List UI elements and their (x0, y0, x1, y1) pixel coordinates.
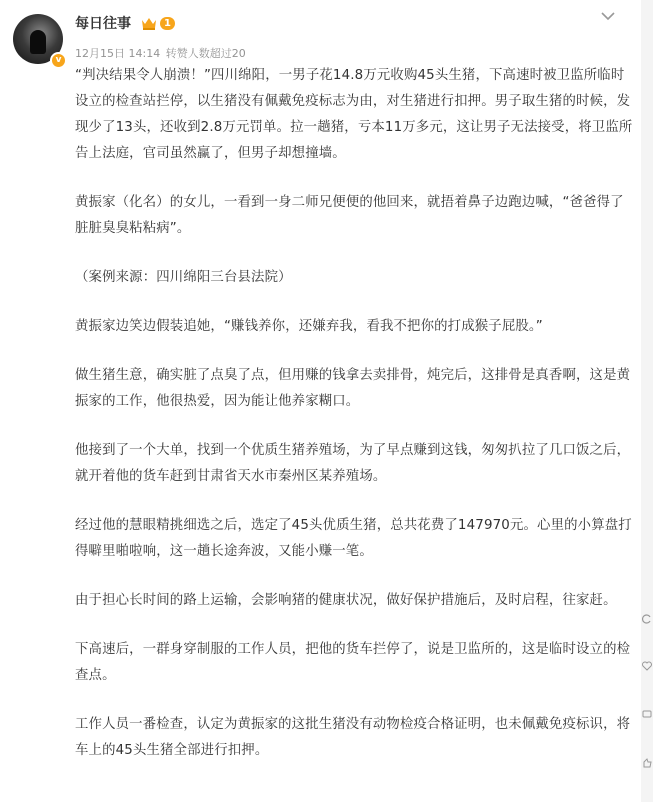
paragraph: 经过他的慧眼精挑细选之后，选定了45头优质生猪，总共花费了147970元。心里的小算盘打得噼里啪啦响，这一趟长途奔波，又能小赚一笔。 (75, 518, 632, 559)
crown-icon (141, 16, 157, 30)
paragraph: “判决结果令人崩溃！”四川绵阳，一男子花14.8万元收购45头生猪，下高速时被卫监所临时设立的检查站拦停，以生猪没有佩戴免疫标志为由，对生猪进行扣押。男子取生猪的时候，发现少了13头，还收到2.8万元罚单。拉一趟猪，亏本11万多元，这让男子无法接受，将卫监所告上法庭，官司虽然赢了，但男子却想撞墙。 (75, 68, 633, 161)
paragraph: 由于担心长时间的路上运输，会影响猪的健康状况，做好保护措施后，及时启程，往家赶。 (75, 593, 617, 608)
reposts-info: 转赞人数超过20 (165, 47, 246, 60)
like-icon[interactable] (642, 758, 652, 768)
comment-icon[interactable] (642, 710, 652, 720)
paragraph: 下高速后，一群身穿制服的工作人员，把他的货车拦停了，说是卫监所的，这是临时设立的检查点。 (75, 642, 631, 683)
avatar-figure (30, 30, 46, 54)
paragraph: 黄振家边笑边假装追她，“赚钱养你，还嫌弃我，看我不把你的打成猴子屁股。” (75, 319, 543, 334)
refresh-icon[interactable] (642, 613, 652, 625)
username[interactable]: 每日往事 (75, 16, 131, 32)
post-date[interactable]: 12月15日 14:14 (75, 47, 161, 60)
level-badge: 1 (160, 17, 175, 30)
post-meta (75, 45, 248, 61)
paragraph: 工作人员一番检查，认定为黄振家的这批生猪没有动物检疫合格证明，也未佩戴免疫标识，将车上的45头生猪全部进行扣押。 (75, 717, 631, 758)
vip-badge (141, 15, 175, 31)
paragraph: 他接到了一个大单，找到一个优质生猪养殖场，为了早点赚到这钱，匆匆扒拉了几口饭之后，就开着他的货车赶到甘肃省天水市秦州区某养殖场。 (75, 443, 631, 484)
chevron-down-icon[interactable] (600, 10, 616, 22)
post-content (75, 63, 635, 787)
paragraph: 做生猪生意，确实脏了点臭了点，但用赚的钱拿去卖排骨，炖完后，这排骨是真香啊，这是黄振家的工作，他很热爱，因为能让他养家糊口。 (75, 368, 631, 409)
side-toolbar (641, 0, 653, 802)
paragraph: 黄振家（化名）的女儿，一看到一身二师兄便便的他回来，就捂着鼻子边跑边喊，“爸爸得了脏脏臭臭粘粘病”。 (75, 195, 624, 236)
heart-icon[interactable] (642, 661, 652, 671)
paragraph: （案例来源：四川绵阳三台县法院） (75, 270, 292, 285)
verified-badge-icon: v (50, 52, 67, 69)
